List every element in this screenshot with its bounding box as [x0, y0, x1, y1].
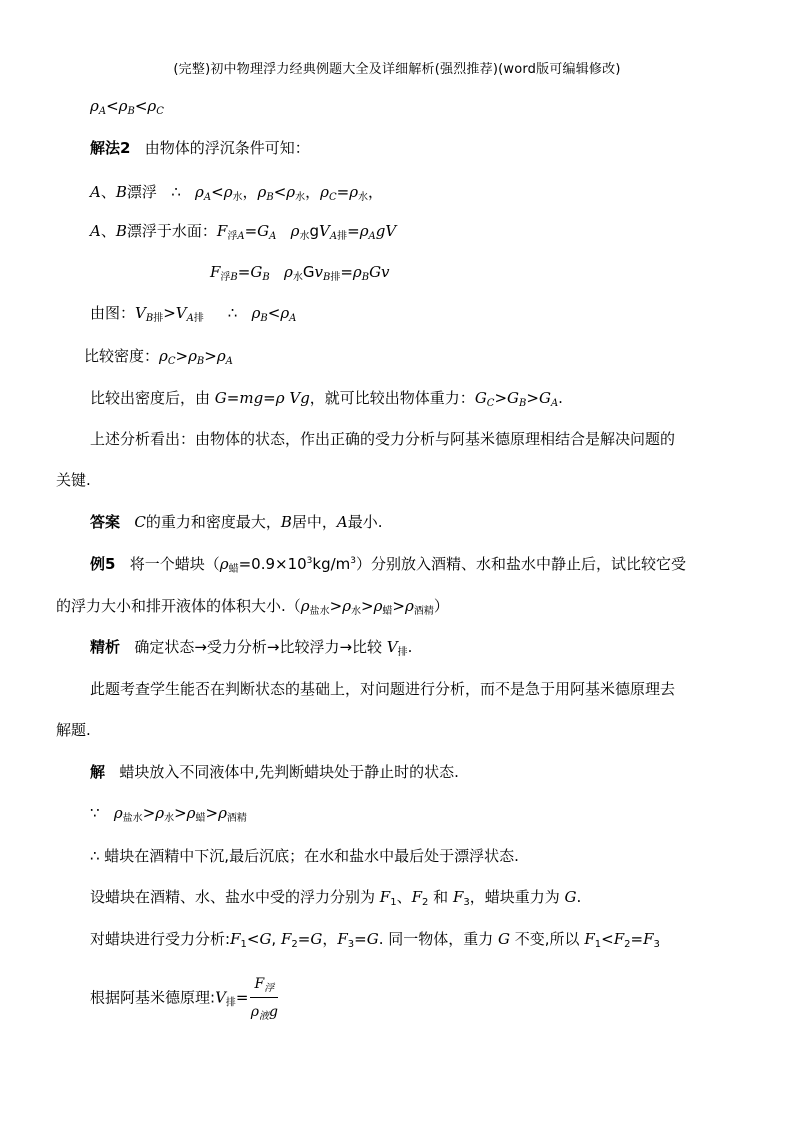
- buoyancy-equation-a: A、B漂浮于水面：$F_{浮A}=G_A$ $\rho_水gV_{A排}=\rho_AgV$: [90, 222, 397, 242]
- method2-label: 解法2: [90, 139, 131, 157]
- forces-defined-line: 设蜡块在酒精、水、盐水中受的浮力分别为 $F_1$、$F_2$ 和 $F_3$，蜡块重力为 G.: [90, 888, 582, 908]
- answer-label: 答案: [90, 513, 121, 531]
- key-analysis-label: 精析: [90, 638, 121, 656]
- method2-heading: [90, 138, 310, 158]
- because-line: ∵ $\rho_{盐水}>\rho_水>\rho_蜡>\rho_{酒精}$: [90, 804, 247, 824]
- answer-line: 答案 C的重力和密度最大，B居中，A最小.: [90, 513, 383, 531]
- solution-label: 解: [90, 763, 106, 781]
- method2-text: 由物体的浮沉条件可知：: [144, 139, 310, 157]
- volume-compare-line: 由图：$V_{B排}>V_{A排}$ ∴ $\rho_B<\rho_A$: [90, 304, 297, 324]
- analysis-paragraph: 上述分析看出：由物体的状态，作出正确的受力分析与阿基米德原理相结合是解决问题的: [90, 430, 676, 448]
- force-analysis-line: 对蜡块进行受力分析$:F_1<G$, $F_2=G$，$F_3=G$. 同一物体，重力 G 不变,所以 $F_1<F_2=F_3$: [90, 930, 660, 950]
- example5-line-cont: 的浮力大小和排开液体的体积大小$.(\rho_{盐水}>\rho_水>\rho_蜡>\rho_{酒精})$: [56, 597, 449, 617]
- floating-condition-line: A、B漂浮 ∴ $\rho_A<\rho_水$，$\rho_B<\rho_水$，$\rho_C=\rho_水$，: [90, 183, 384, 203]
- page-header: (完整)初中物理浮力经典例题大全及详细解析(强烈推荐)(word版可编辑修改): [173, 62, 621, 77]
- purpose-paragraph-cont: 解题.: [56, 721, 91, 739]
- solution-text: 蜡块放入不同液体中,先判断蜡块处于静止时的状态.: [119, 763, 459, 781]
- buoyancy-equation-b: $F_{浮B}=G_B$ $\rho_水Gv_{B排}=\rho_BGv$: [210, 263, 390, 283]
- therefore-line: ∴ 蜡块在酒精中下沉,最后沉底；在水和盐水中最后处于漂浮状态.: [90, 847, 519, 865]
- example5-line: 例5 将一个蜡块$(\rho_蜡=0.9\times 10^3kg/m^3)$分别放入酒精、水和盐水中静止后，试比较它受: [90, 555, 687, 575]
- purpose-paragraph: 此题考查学生能否在判断状态的基础上，对问题进行分析，而不是急于用阿基米德原理去: [90, 680, 676, 698]
- example5-label: 例5: [90, 555, 116, 573]
- archimedes-formula-line: 根据阿基米德原理$:V_排=$ $\frac{F_浮}{\rho_液g}$: [90, 972, 278, 1024]
- fraction: $\frac{F_浮}{\rho_液g}$: [250, 972, 278, 1024]
- solution-line: [90, 762, 459, 782]
- density-compare-line: 比较密度：$\rho_C>\rho_B>\rho_A$: [84, 347, 233, 367]
- weight-compare-line: 比较出密度后，由 G=mg=ρ Vg，就可比较出物体重力：$G_C>G_B>G_A$.: [90, 389, 563, 409]
- analysis-paragraph-cont: 关键.: [56, 471, 91, 489]
- formula-density-order: $\rho_A<\rho_B<\rho_C$: [90, 97, 164, 117]
- key-analysis-line: 精析 确定状态→受力分析→比较浮力→比较 $V_排$.: [90, 638, 413, 658]
